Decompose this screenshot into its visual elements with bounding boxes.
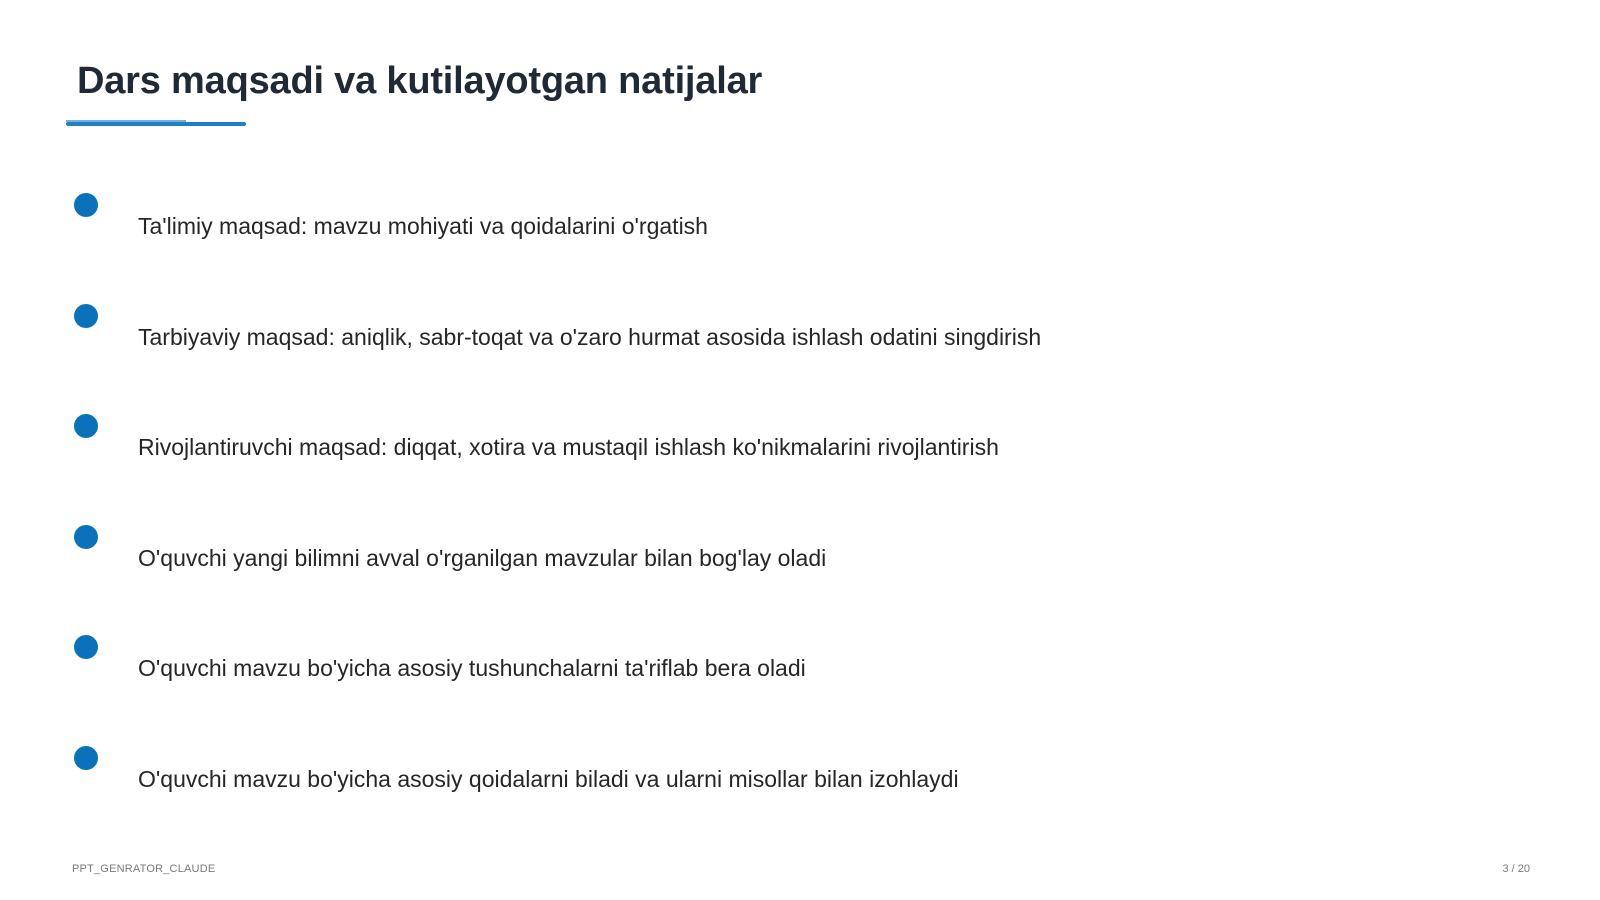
bullet-dot-icon <box>74 304 98 328</box>
bullet-dot-icon <box>74 635 98 659</box>
slide-title: Dars maqsadi va kutilayotgan natijalar <box>77 60 763 102</box>
bullet-item <box>0 414 1600 474</box>
footer-source: PPT_GENRATOR_CLAUDE <box>72 863 216 875</box>
bullet-item <box>0 304 1600 364</box>
bullet-dot-icon <box>74 193 98 217</box>
bullet-dot-icon <box>74 525 98 549</box>
bullet-text: O'quvchi yangi bilimni avval o'rganilgan mavzular bilan bog'lay oladi <box>138 545 827 571</box>
bullet-text: O'quvchi mavzu bo'yicha asosiy qoidalarni biladi va ularni misollar bilan izohlaydi <box>138 766 959 792</box>
bullet-dot-icon <box>74 414 98 438</box>
bullet-text: Ta'limiy maqsad: mavzu mohiyati va qoidalarini o'rgatish <box>138 213 708 239</box>
bullet-dot-icon <box>74 746 98 770</box>
bullet-item <box>0 635 1600 695</box>
bullet-item <box>0 193 1600 253</box>
bullet-text: Tarbiyaviy maqsad: aniqlik, sabr-toqat va o'zaro hurmat asosida ishlash odatini singdirish <box>138 324 1042 350</box>
bullet-text: Rivojlantiruvchi maqsad: diqqat, xotira va mustaqil ishlash ko'nikmalarini rivojlantirish <box>138 434 999 460</box>
bullet-item <box>0 525 1600 585</box>
page-indicator: 3 / 20 <box>1502 863 1530 875</box>
bullet-text: O'quvchi mavzu bo'yicha asosiy tushunchalarni ta'riflab bera oladi <box>138 655 806 681</box>
bullet-item <box>0 746 1600 806</box>
